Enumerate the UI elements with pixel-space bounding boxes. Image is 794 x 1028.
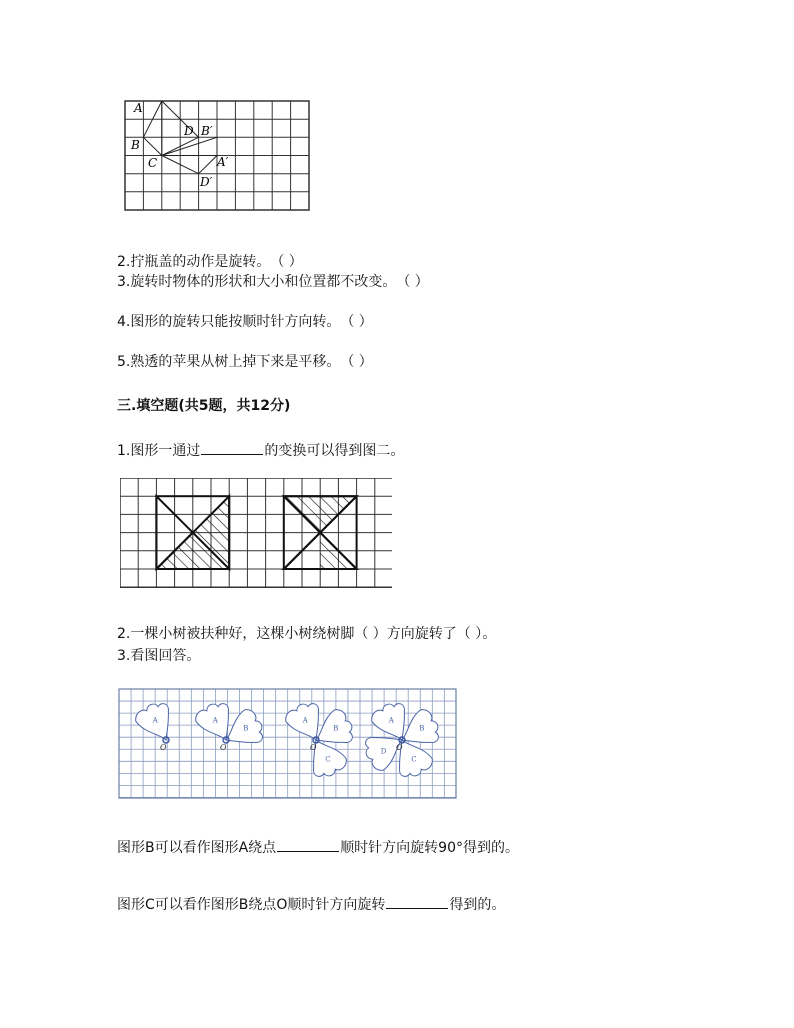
point-label-D-prime: D′ [200,175,213,189]
point-label-D: D [184,124,194,138]
flower-figure [361,699,442,780]
point-label-B-prime: B′ [201,124,213,138]
petal-label: C [325,755,331,764]
fill-subquestion-1 [117,837,519,857]
fill-q1-before: 1.图形一通过 [117,443,201,459]
answer-blank[interactable] [277,837,339,852]
petal-label: B [333,724,339,733]
point-label-A: A [134,101,143,115]
center-label-O: O [160,743,167,752]
petal-rotation-figure [118,688,458,800]
center-label-O: O [310,743,317,752]
point-label-A-prime: A′ [217,155,229,169]
petal-label: D [380,747,387,756]
sub1-after: 顺时针方向旋转90°得到的。 [340,840,520,856]
tf-question-3: 3.旋转时物体的形状和大小和位置都不改变。 （ ） [117,274,429,290]
fill-subquestion-2 [117,894,505,914]
transform-grid-figure [120,478,392,588]
point-label-C: C [148,156,158,170]
petal-label: A [388,716,394,725]
center-label-O: O [396,743,403,752]
rotation-grid-figure [124,100,314,214]
petal-label: A [302,716,308,725]
petal-label: C [411,755,417,764]
answer-blank[interactable] [386,894,448,909]
point-label-B: B [131,138,140,152]
petal-label: B [243,724,249,733]
sub2-after: 得到的。 [449,897,506,913]
section-title: 三.填空题(共5题，共12分) [117,398,291,414]
tf-question-4: 4.图形的旋转只能按顺时针方向转。 （ ） [117,314,373,330]
fill-q1-after: 的变换可以得到图二。 [264,443,405,459]
fill-question-3: 3.看图回答。 [117,648,201,664]
answer-blank[interactable] [201,440,263,455]
sub1-before: 图形B可以看作图形A绕点 [117,840,277,856]
center-label-O: O [220,743,227,752]
tf-question-2: 2.拧瓶盖的动作是旋转。 （ ） [117,254,303,270]
petal-label: A [152,716,158,725]
tf-question-5: 5.熟透的苹果从树上掉下来是平移。 （ ） [117,354,373,370]
fill-question-1 [117,440,404,460]
flower-figure [282,699,356,780]
petal-label: B [419,724,425,733]
fill-question-2: 2.一棵小树被扶种好，这棵小树绕树脚（ ）方向旋转了（ ）。 [117,626,497,642]
petal-label: A [212,716,218,725]
sub2-before: 图形C可以看作图形B绕点O顺时针方向旋转 [117,897,386,913]
